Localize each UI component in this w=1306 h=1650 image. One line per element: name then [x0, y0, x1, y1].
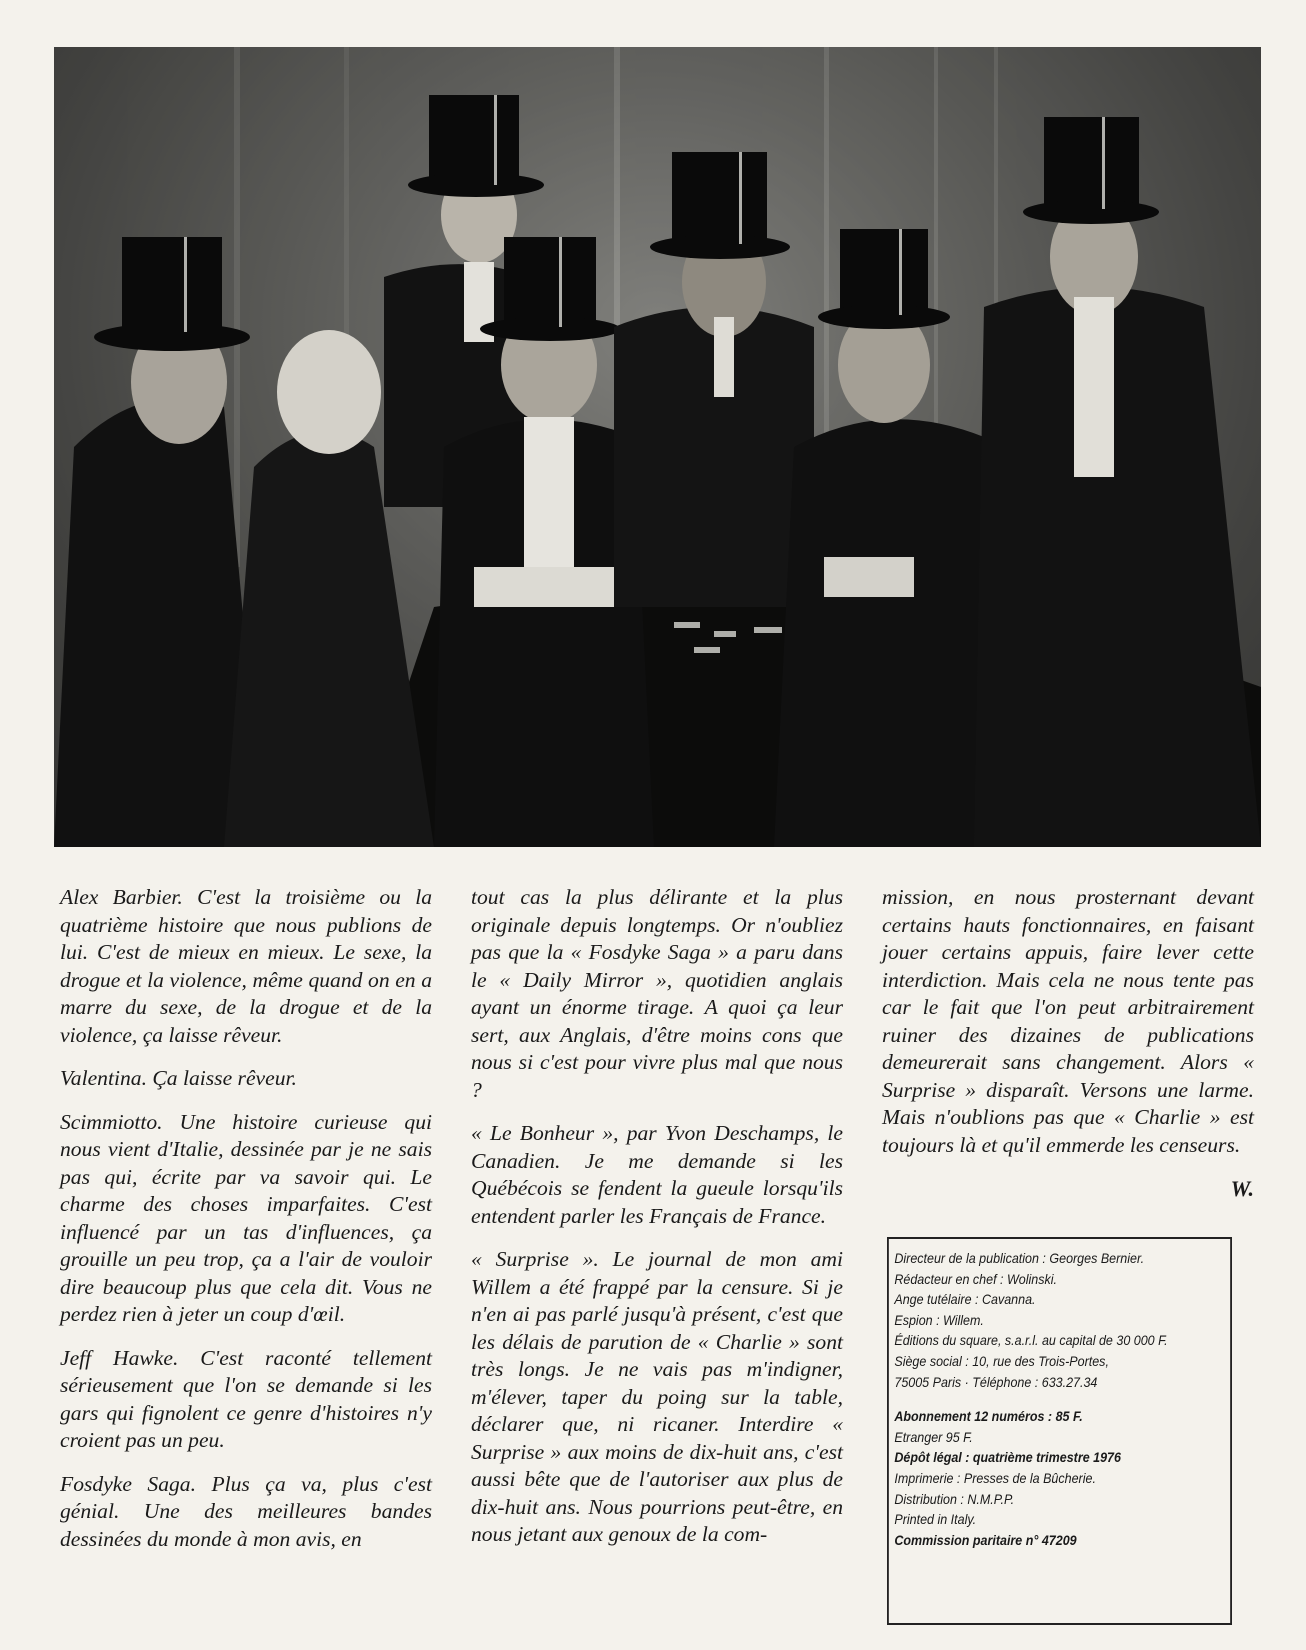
imprint-line: 75005 Paris · Téléphone : 633.27.34 — [894, 1374, 1098, 1390]
paragraph: tout cas la plus délirante et la plus originale depuis longtemps. Or n'oubliez pas que la « Fosdyke Saga » a paru dans le « Daily Mirror », quotidien anglais ayant un énorme tirage. A quoi ça leur sert, aux Anglais, d'être moins cons que nous si c'est pour vivre plus mal que nous ? — [471, 885, 843, 1102]
imprint-box — [887, 1237, 1232, 1625]
text-column-2 — [471, 884, 843, 1565]
paragraph: mission, en nous prosternant devant certains hauts fonctionnaires, en faisant jouer certains appuis, faire lever cette interdiction. Mais cela ne nous tente pas car le fait que l'on peut arbitrairement ruiner des dizaines de publications demeurerait sans changement. Alors « Surprise » disparaît. Versons une larme. Mais n'oublions pas que « Charlie » est toujours là et qu'il emmerde les censeurs. — [882, 885, 1254, 1157]
paragraph: Alex Barbier. C'est la troisième ou la quatrième histoire que nous publions de lui. C'est de mieux en mieux. Le sexe, la drogue et la violence, même quand on en a marre du sexe, de la drogue et de la violence, ça laisse rêveur. — [60, 885, 432, 1047]
text-column-1 — [60, 884, 432, 1569]
imprint-line: Distribution : N.M.P.P. — [894, 1491, 1015, 1507]
imprint-line: Directeur de la publication : Georges Bernier. — [894, 1251, 1145, 1266]
signature: W. — [1230, 1176, 1254, 1201]
imprint-line: Commission paritaire n° 47209 — [894, 1532, 1077, 1548]
imprint-line: Éditions du square, s.a.r.l. au capital de 30 000 F. — [894, 1333, 1168, 1349]
paragraph: Scimmiotto. Une histoire curieuse qui nous vient d'Italie, dessinée par je ne sais pas qui, écrite par va savoir qui. Le charme des choses imparfaites. C'est influencé par un tas d'influences, ça grouille un peu trop, ça a l'air de vouloir dire beaucoup plus que cela dit. Vous ne perdez rien à jeter un coup d'œil. — [60, 1109, 432, 1326]
text-column-3 — [882, 884, 1254, 1203]
imprint-subscription — [894, 1407, 1222, 1551]
paragraph: Jeff Hawke. C'est raconté tellement sérieusement que l'on se demande si les gars qui fignolent ce genre d'histoires n'y croient pas un peu. — [60, 1345, 432, 1452]
imprint-credits — [894, 1249, 1222, 1393]
imprint-line: Abonnement 12 numéros : 85 F. — [894, 1409, 1083, 1425]
imprint-line: Printed in Italy. — [894, 1512, 977, 1528]
imprint-line: Siège social : 10, rue des Trois-Portes, — [894, 1353, 1109, 1369]
imprint-line: Rédacteur en chef : Wolinski. — [894, 1271, 1058, 1287]
paragraph: Fosdyke Saga. Plus ça va, plus c'est génial. Une des meilleures bandes dessinées du monde à mon avis, en — [60, 1471, 432, 1551]
paragraph: « Surprise ». Le journal de mon ami Willem a été frappé par la censure. Si je n'en ai pas parlé jusqu'à présent, c'est que les délais de parution de « Charlie » sont très longs. Je ne vais pas m'indigner, m'élever, taper du poing sur la table, déclarer que, ni ricaner. Interdire « Surprise » aux moins de dix-huit ans, c'est aussi bête que de l'autoriser aux plus de dix-huit ans. Nous pourrions peut-être, en nous jetant aux genoux de la com- — [471, 1247, 843, 1546]
imprint-line: Imprimerie : Presses de la Bûcherie. — [894, 1470, 1096, 1486]
photograph — [54, 47, 1261, 847]
imprint-line: Ange tutélaire : Cavanna. — [894, 1292, 1036, 1308]
imprint-line: Dépôt légal : quatrième trimestre 1976 — [894, 1450, 1121, 1466]
paragraph: Valentina. Ça laisse rêveur. — [60, 1066, 297, 1090]
imprint-line: Espion : Willem. — [894, 1312, 984, 1328]
paragraph: « Le Bonheur », par Yvon Deschamps, le Canadien. Je me demande si les Québécois se fendent la gueule lorsqu'ils entendent parler les Français de France. — [471, 1121, 843, 1228]
imprint-line: Etranger 95 F. — [894, 1429, 973, 1445]
card-players-photo — [54, 47, 1261, 847]
